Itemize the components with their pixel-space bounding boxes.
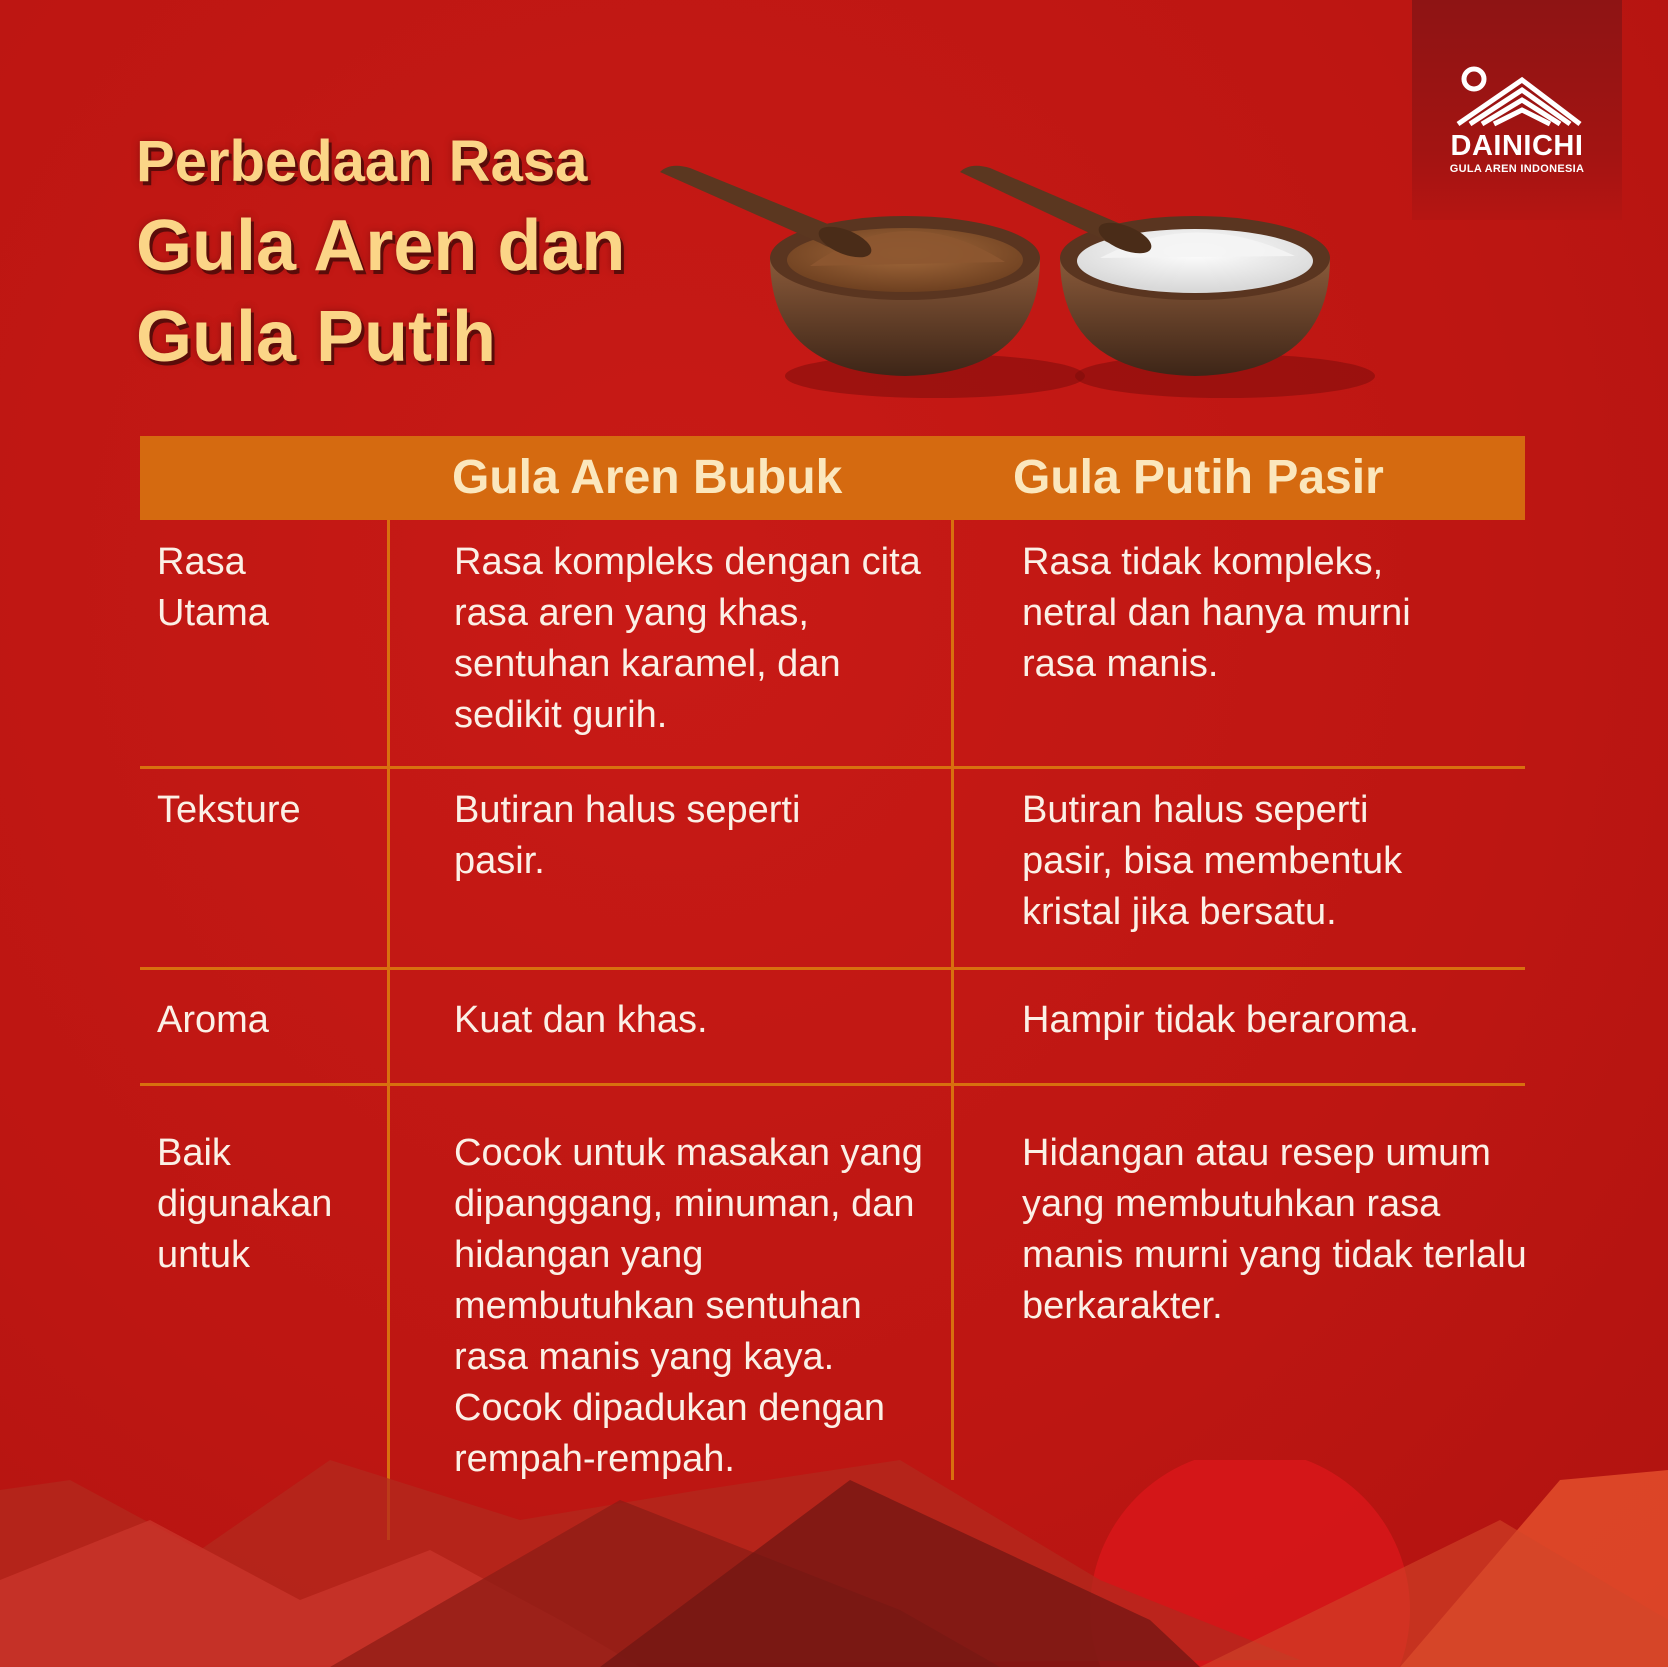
- brand-logo: [1412, 0, 1622, 220]
- cell-putih-penggunaan: Hidangan atau resep umum yang membutuhkan rasa manis murni yang tidak terlalu berkarakter.: [1022, 1132, 1527, 1327]
- table-header: [140, 436, 1525, 520]
- column-divider: [387, 520, 390, 1540]
- header-gula-putih: Gula Putih Pasir: [1013, 451, 1384, 504]
- row-divider: [140, 766, 1525, 769]
- brand-tagline: GULA AREN INDONESIA: [1449, 163, 1585, 175]
- row-divider: [140, 1083, 1525, 1086]
- dainichi-logo-icon: [1452, 66, 1584, 130]
- title-line-1: Perbedaan Rasa: [136, 129, 588, 194]
- title-line-3: Gula Putih: [136, 297, 496, 377]
- brand-name: DAINICHI: [1450, 130, 1584, 162]
- cell-aren-rasa: Rasa kompleks dengan cita rasa aren yang khas, sentuhan karamel, dan sedikit gurih.: [454, 541, 921, 736]
- header-gula-aren: Gula Aren Bubuk: [452, 451, 843, 504]
- palm-sugar-bowl-icon: [660, 166, 1040, 376]
- cell-aren-teksture: Butiran halus seperti pasir.: [454, 789, 801, 882]
- row-label-rasa-utama: Rasa Utama: [157, 541, 269, 634]
- title-line-2: Gula Aren dan: [136, 206, 626, 286]
- column-divider: [951, 520, 954, 1480]
- cell-putih-teksture: Butiran halus seperti pasir, bisa membentuk kristal jika bersatu.: [1022, 789, 1403, 933]
- row-label-aroma: Aroma: [157, 999, 269, 1041]
- row-divider: [140, 967, 1525, 970]
- cell-aren-penggunaan: Cocok untuk masakan yang dipanggang, minuman, dan hidangan yang membutuhkan sentuhan rasa manis yang kaya. Cocok dipadukan dengan rempah-rempah.: [454, 1132, 923, 1480]
- cell-putih-rasa: Rasa tidak kompleks, netral dan hanya murni rasa manis.: [1022, 541, 1411, 685]
- cell-putih-aroma: Hampir tidak beraroma.: [1022, 999, 1420, 1041]
- row-label-baik-digunakan: Baik digunakan untuk: [157, 1132, 333, 1276]
- cell-aren-aroma: Kuat dan khas.: [454, 999, 708, 1041]
- mountains-decoration: [0, 1460, 1668, 1667]
- sugar-bowls-illustration: [660, 158, 1390, 408]
- row-label-teksture: Teksture: [157, 789, 301, 831]
